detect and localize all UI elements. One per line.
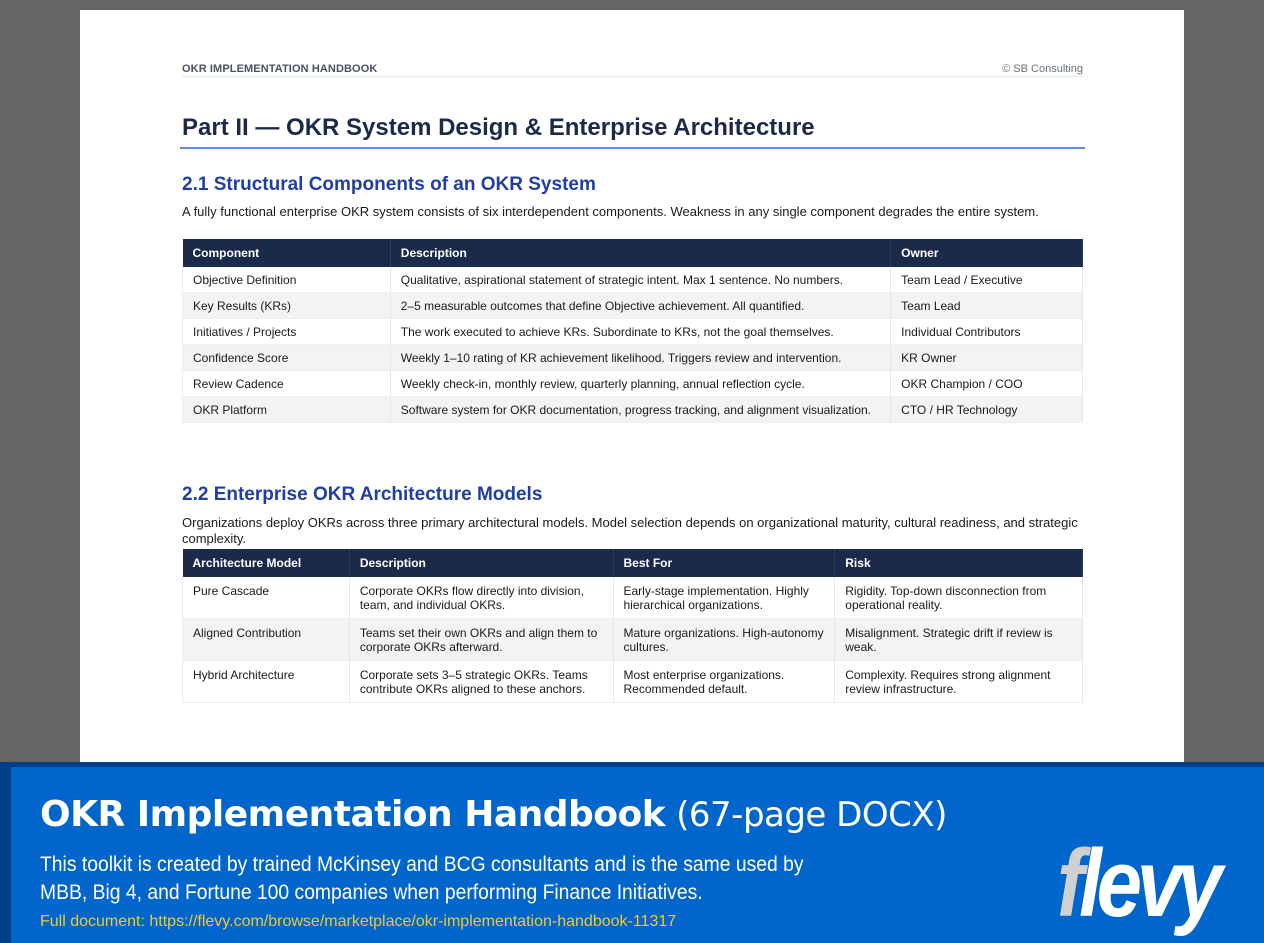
table-row bbox=[183, 619, 1083, 661]
section-title-2-1: 2.1 Structural Components of an OKR System bbox=[182, 174, 596, 195]
document-page bbox=[80, 10, 1184, 770]
flevy-logo[interactable] bbox=[1057, 830, 1218, 937]
column-header-description: Description bbox=[349, 549, 613, 577]
cell-component: OKR Platform bbox=[183, 397, 391, 423]
banner-title-main: OKR Implementation Handbook bbox=[40, 794, 666, 835]
cell-best-for: Most enterprise organizations. Recommended default. bbox=[613, 661, 835, 703]
cell-description: 2–5 measurable outcomes that define Objective achievement. All quantified. bbox=[390, 293, 890, 319]
section-intro-2-1: A fully functional enterprise OKR system consists of six interdependent components. Weakness in any single component degrades the entire system. bbox=[182, 204, 1039, 219]
cell-component: Key Results (KRs) bbox=[183, 293, 391, 319]
table-row bbox=[183, 397, 1083, 423]
cell-owner: CTO / HR Technology bbox=[891, 397, 1083, 423]
promo-banner-inner bbox=[11, 767, 1264, 943]
cell-description: Corporate OKRs flow directly into division, team, and individual OKRs. bbox=[349, 577, 613, 619]
cell-risk: Misalignment. Strategic drift if review is weak. bbox=[835, 619, 1083, 661]
flevy-logo-f: f bbox=[1057, 830, 1080, 937]
column-header-owner: Owner bbox=[891, 239, 1083, 267]
column-header-risk: Risk bbox=[835, 549, 1083, 577]
architecture-models-table bbox=[182, 549, 1083, 703]
flevy-logo-rest: levy bbox=[1079, 830, 1218, 937]
cell-description: Weekly 1–10 rating of KR achievement likelihood. Triggers review and intervention. bbox=[390, 345, 890, 371]
part-title: Part II — OKR System Design & Enterprise Architecture bbox=[180, 114, 1085, 149]
cell-component: Review Cadence bbox=[183, 371, 391, 397]
table-row bbox=[183, 267, 1083, 293]
banner-description: This toolkit is created by trained McKinsey and BCG consultants and is the same used by MBB, Big 4, and Fortune 100 companies when performing Finance Initiatives. bbox=[40, 853, 804, 904]
section-title-2-2: 2.2 Enterprise OKR Architecture Models bbox=[182, 484, 543, 505]
cell-component: Objective Definition bbox=[183, 267, 391, 293]
cell-description: Qualitative, aspirational statement of strategic intent. Max 1 sentence. No numbers. bbox=[390, 267, 890, 293]
cell-component: Confidence Score bbox=[183, 345, 391, 371]
column-header-component: Component bbox=[183, 239, 391, 267]
running-header-copyright: © SB Consulting bbox=[1002, 63, 1083, 75]
cell-description: Software system for OKR documentation, progress tracking, and alignment visualization. bbox=[390, 397, 890, 423]
running-header bbox=[182, 62, 1083, 77]
cell-owner: Team Lead / Executive bbox=[891, 267, 1083, 293]
cell-risk: Rigidity. Top-down disconnection from operational reality. bbox=[835, 577, 1083, 619]
cell-owner: KR Owner bbox=[891, 345, 1083, 371]
cell-model: Aligned Contribution bbox=[183, 619, 350, 661]
table-row bbox=[183, 293, 1083, 319]
column-header-description: Description bbox=[390, 239, 890, 267]
table-row bbox=[183, 661, 1083, 703]
cell-best-for: Mature organizations. High-autonomy cultures. bbox=[613, 619, 835, 661]
components-table bbox=[182, 239, 1083, 423]
table-header-row bbox=[183, 549, 1083, 577]
full-document-link[interactable]: Full document: https://flevy.com/browse/marketplace/okr-implementation-handbook-11317 bbox=[40, 913, 677, 930]
cell-risk: Complexity. Requires strong alignment review infrastructure. bbox=[835, 661, 1083, 703]
column-header-architecture-model: Architecture Model bbox=[183, 549, 350, 577]
table-row bbox=[183, 319, 1083, 345]
promo-banner bbox=[0, 762, 1264, 943]
cell-description: Corporate sets 3–5 strategic OKRs. Teams contribute OKRs aligned to these anchors. bbox=[349, 661, 613, 703]
cell-description: Teams set their own OKRs and align them to corporate OKRs afterward. bbox=[349, 619, 613, 661]
section-intro-2-2: Organizations deploy OKRs across three primary architectural models. Model selection depends on organizational maturity, cultural readiness, and strategic complexity. bbox=[182, 515, 1078, 546]
table-row bbox=[183, 345, 1083, 371]
cell-owner: Individual Contributors bbox=[891, 319, 1083, 345]
cell-owner: OKR Champion / COO bbox=[891, 371, 1083, 397]
cell-description: The work executed to achieve KRs. Subordinate to KRs, not the goal themselves. bbox=[390, 319, 890, 345]
table-row bbox=[183, 371, 1083, 397]
banner-title-format: (67-page DOCX) bbox=[676, 795, 947, 835]
column-header-best-for: Best For bbox=[613, 549, 835, 577]
table-header-row bbox=[183, 239, 1083, 267]
banner-title bbox=[40, 794, 947, 836]
running-header-title: OKR IMPLEMENTATION HANDBOOK bbox=[182, 63, 378, 75]
cell-model: Pure Cascade bbox=[183, 577, 350, 619]
cell-best-for: Early-stage implementation. Highly hierarchical organizations. bbox=[613, 577, 835, 619]
cell-owner: Team Lead bbox=[891, 293, 1083, 319]
cell-component: Initiatives / Projects bbox=[183, 319, 391, 345]
cell-description: Weekly check-in, monthly review, quarterly planning, annual reflection cycle. bbox=[390, 371, 890, 397]
cell-model: Hybrid Architecture bbox=[183, 661, 350, 703]
table-row bbox=[183, 577, 1083, 619]
